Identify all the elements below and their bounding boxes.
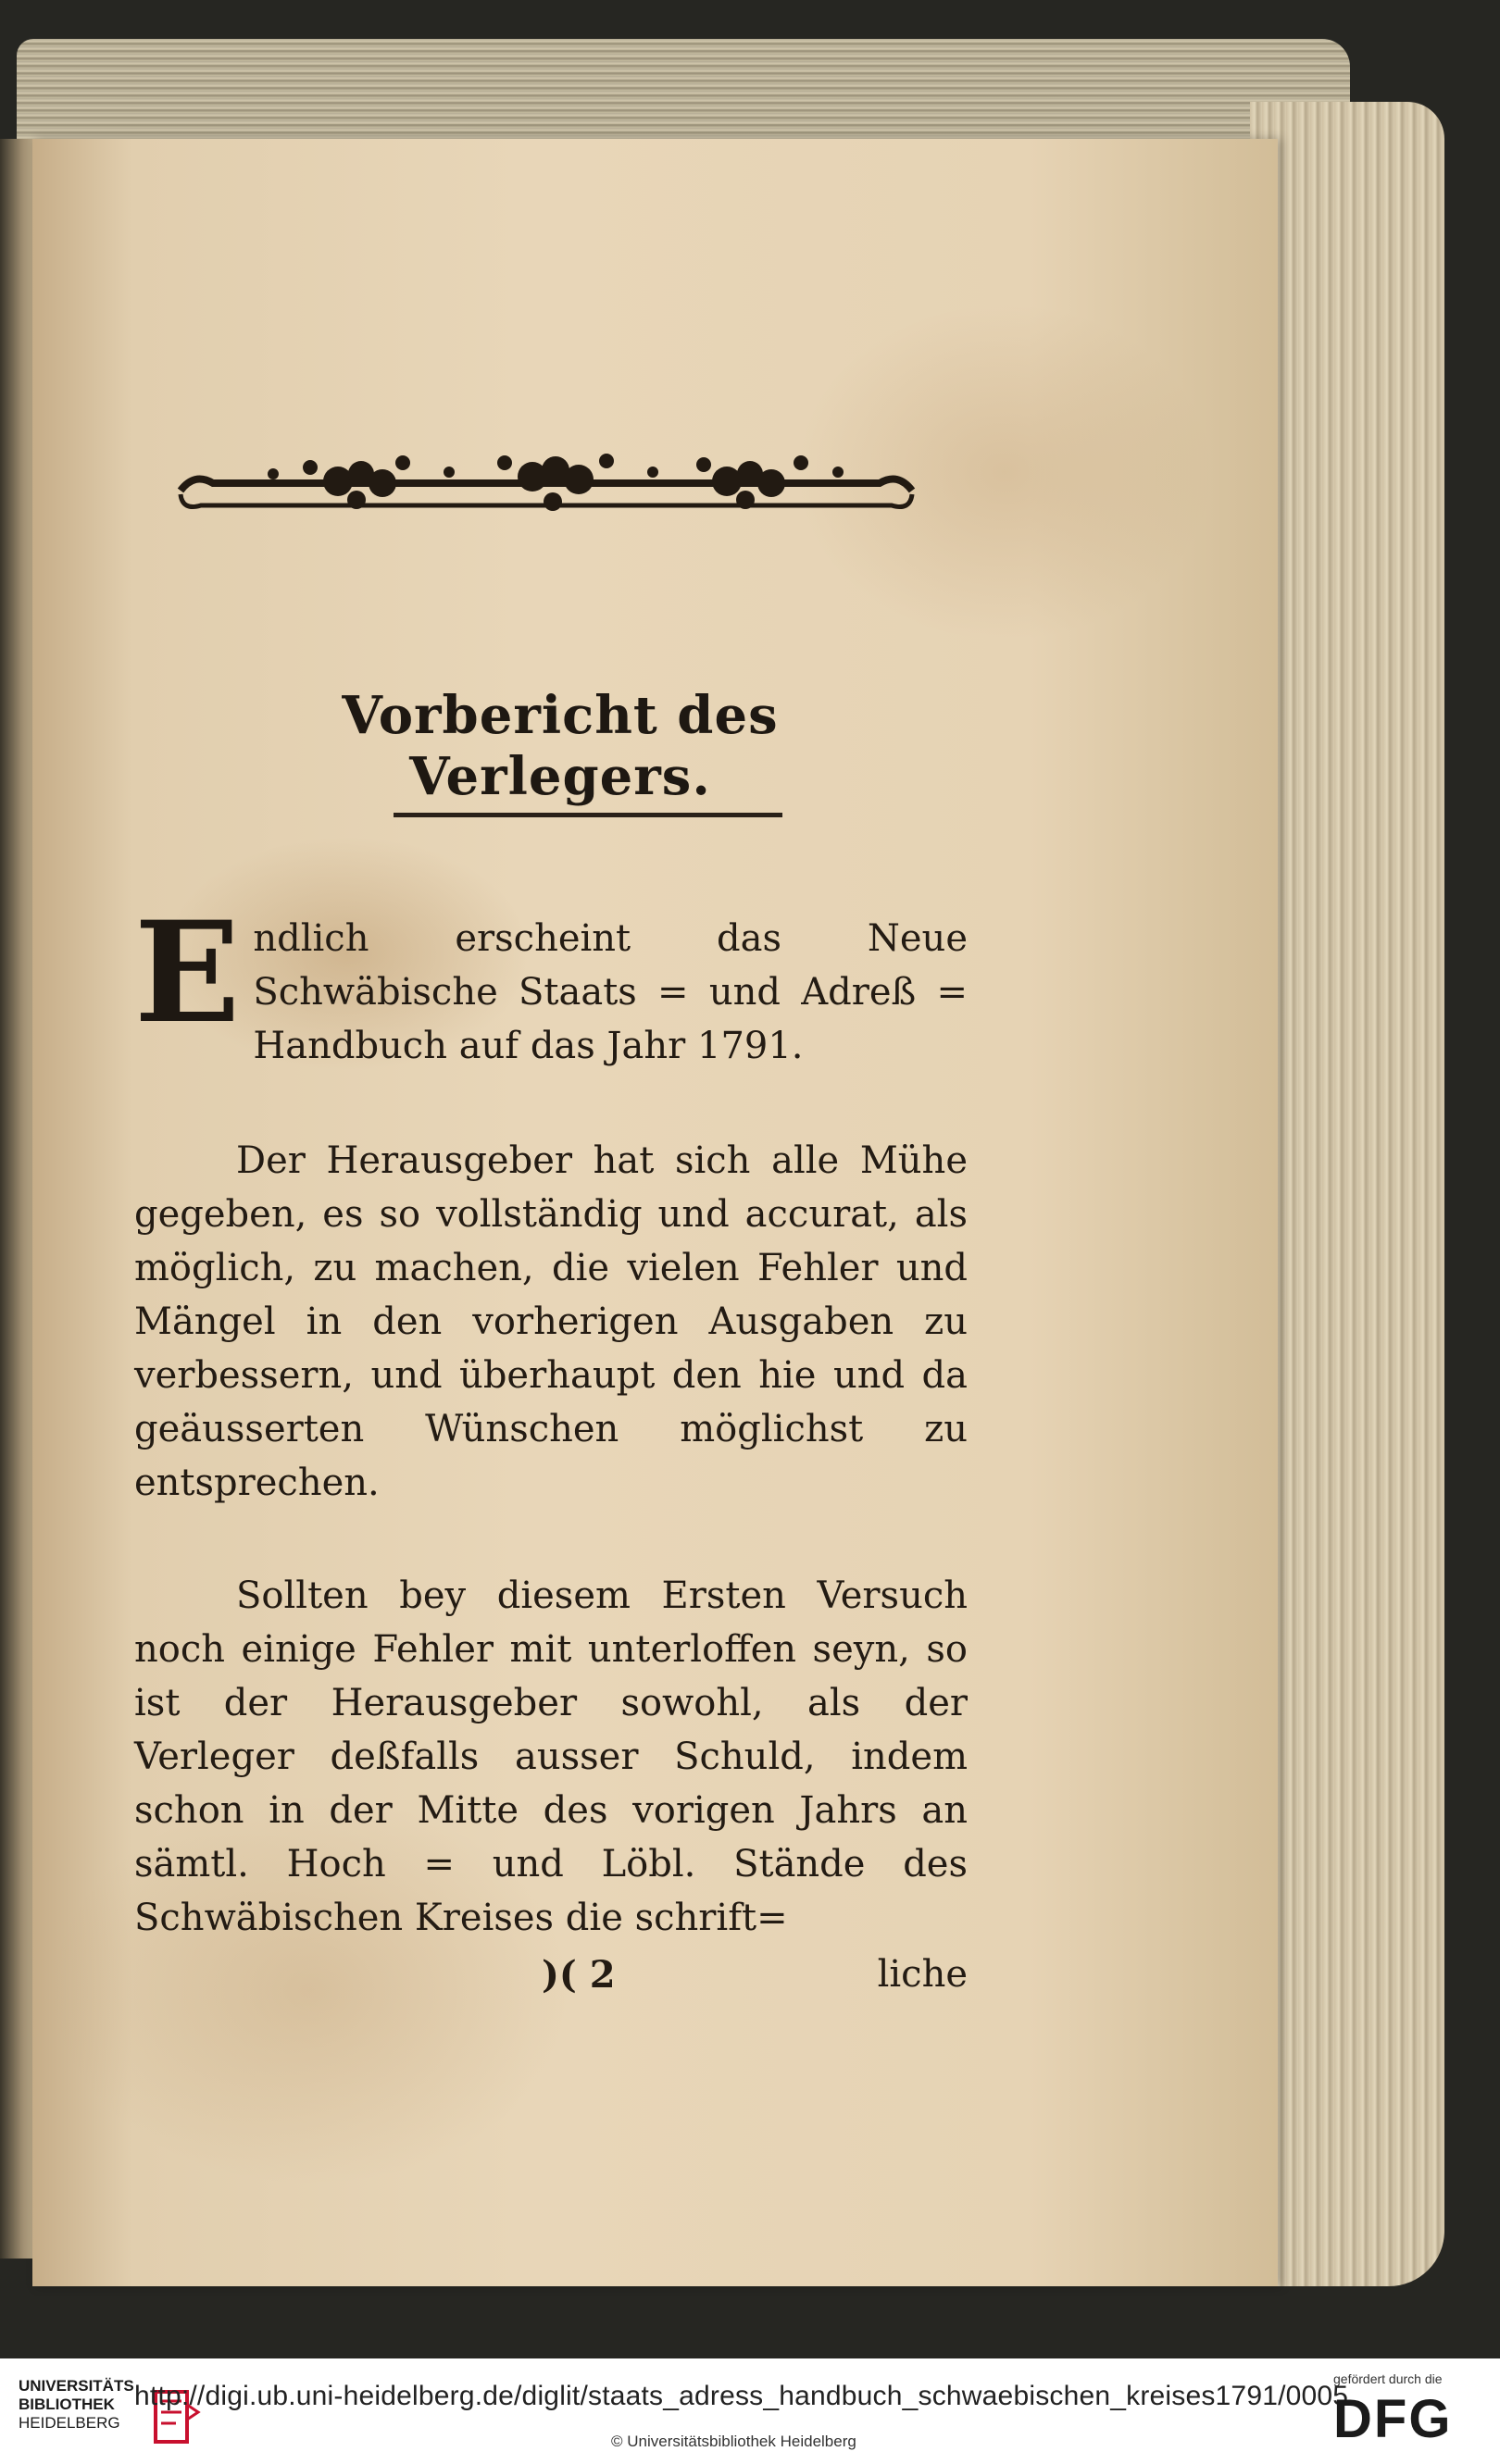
dfg-logo: DFG [1333,2389,1453,2449]
page-heading: Vorbericht des Verlegers. [342,685,779,807]
paragraph-1 [134,891,968,1073]
library-logo-line-3: HEIDELBERG [19,2414,120,2432]
library-logo-line-1: UNIVERSITÄTS [19,2377,134,2395]
paragraph-1-text: ndlich erscheint das Neue Schwäbische Staats = und Adreß = Handbuch auf das Jahr 1791. [253,917,968,1067]
permalink-url[interactable]: http://digi.ub.uni-heidelberg.de/diglit/staats_adress_handbuch_schwaebischen_kreises1791/0005 [134,2381,1349,2411]
paragraph-3: Sollten bey diesem Ersten Versuch noch einige Fehler mit unterloffen seyn, so ist der Herausgeber sowohl, als der Verleger deßfalls ausser Schuld, indem schon in der Mitte des vorigen Jahrs an sämtl. Hoch = und Löbl. Stände des Schwäbischen Kreises die schrift= [134,1574,968,1939]
dfg-caption: gefördert durch die [1333,2371,1443,2386]
library-logo-line-2: BIBLIOTHEK [19,2396,115,2413]
page-stack-top-edge [17,39,1350,141]
drop-cap: E [134,891,241,1054]
page-stack-right-edge [1250,102,1444,2286]
signature-mark: )( 2 [542,1953,616,1997]
copyright-notice: © Universitätsbibliothek Heidelberg [611,2433,856,2450]
heading-rule [394,813,782,817]
floral-ornament [171,426,921,528]
paragraph-2: Der Herausgeber hat sich alle Mühe gegeben, es so vollständig und accurat, als möglich, zu machen, die vielen Fehler und Mängel in den vorherigen Ausgaben zu verbessern, und überhaupt den hie und da geäusserten Wünschen möglichst zu entsprechen. [134,1139,968,1504]
left-leaf-edge [0,139,37,2259]
book-page [32,139,1278,2286]
catchword: liche [877,1953,968,1996]
page-footer [134,1953,968,2009]
footer-bar [0,2358,1500,2464]
